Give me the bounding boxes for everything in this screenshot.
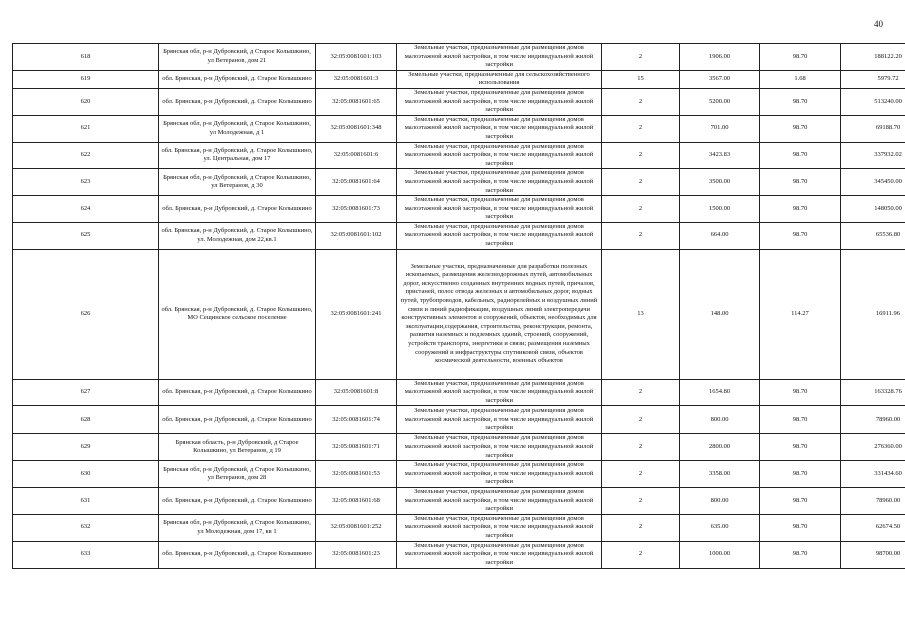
- row-number-cell: 620: [13, 88, 159, 115]
- land-purpose-cell: Земельные участки, предназначенные для размещения домов малоэтажной жилой застройки, в том числе индивидуальной жилой застройки: [397, 461, 602, 488]
- row-number-cell: 631: [13, 488, 159, 515]
- area-cell: 800.00: [680, 488, 760, 515]
- land-purpose-cell: Земельные участки, предназначенные для размещения домов малоэтажной жилой застройки, в том числе индивидуальной жилой застройки: [397, 44, 602, 71]
- category-code-cell: 13: [602, 249, 680, 379]
- land-purpose-cell: Земельные участки, предназначенные для размещения домов малоэтажной жилой застройки, в том числе индивидуальной жилой застройки: [397, 379, 602, 406]
- area-cell: 635.00: [680, 514, 760, 541]
- table-row: [13, 222, 905, 249]
- row-number-cell: 629: [13, 434, 159, 461]
- rate-cell: 98.70: [760, 541, 841, 568]
- row-number-cell: 624: [13, 196, 159, 223]
- address-cell: обл. Брянская, р-н Дубровский, д. Старое Колышкино, МО Сещинское сельское поселение: [159, 249, 316, 379]
- row-number-cell: 626: [13, 249, 159, 379]
- rate-cell: 98.70: [760, 88, 841, 115]
- category-code-cell: 2: [602, 434, 680, 461]
- address-cell: обл. Брянская, р-н Дубровский, д. Старое Колышкино: [159, 406, 316, 434]
- address-cell: обл. Брянская, р-н Дубровский, д. Старое Колышкино: [159, 196, 316, 223]
- row-number-cell: 622: [13, 142, 159, 169]
- table-row: [13, 488, 905, 515]
- cadastral-number-cell: 32:05:0081601:6: [316, 142, 397, 169]
- table-row: [13, 44, 905, 71]
- cadastral-value-cell: 345450.00: [841, 169, 905, 196]
- page-number: 40: [874, 19, 883, 29]
- category-code-cell: 2: [602, 196, 680, 223]
- address-cell: Брянская обл, р-н Дубровский, д Старое Колышкино, ул Молодежная, д 1: [159, 115, 316, 142]
- category-code-cell: 2: [602, 169, 680, 196]
- rate-cell: 98.70: [760, 514, 841, 541]
- area-cell: 3358.00: [680, 461, 760, 488]
- cadastral-number-cell: 32:05:0081601:53: [316, 461, 397, 488]
- area-cell: 3500.00: [680, 169, 760, 196]
- area-cell: 148.00: [680, 249, 760, 379]
- rate-cell: 98.70: [760, 196, 841, 223]
- category-code-cell: 2: [602, 44, 680, 71]
- cadastral-value-cell: 62674.50: [841, 514, 905, 541]
- rate-cell: 98.70: [760, 44, 841, 71]
- category-code-cell: 2: [602, 379, 680, 406]
- area-cell: 1500.00: [680, 196, 760, 223]
- table-row: [13, 70, 905, 88]
- cadastral-number-cell: 32:05:0081601:3: [316, 70, 397, 88]
- category-code-cell: 2: [602, 222, 680, 249]
- category-code-cell: 2: [602, 142, 680, 169]
- cadastral-value-cell: 276360.00: [841, 434, 905, 461]
- cadastral-number-cell: 32:05:0081601:241: [316, 249, 397, 379]
- address-cell: обл. Брянская, р-н Дубровский, д. Старое Колышкино: [159, 488, 316, 515]
- table-row: [13, 514, 905, 541]
- cadastral-number-cell: 32:05:0081601:102: [316, 222, 397, 249]
- rate-cell: 98.70: [760, 434, 841, 461]
- area-cell: 1654.80: [680, 379, 760, 406]
- area-cell: 1000.00: [680, 541, 760, 568]
- rate-cell: 1.68: [760, 70, 841, 88]
- row-number-cell: 627: [13, 379, 159, 406]
- land-purpose-cell: Земельные участки, предназначенные для размещения домов малоэтажной жилой застройки, в том числе индивидуальной жилой застройки: [397, 514, 602, 541]
- cadastral-value-cell: 78960.00: [841, 488, 905, 515]
- area-cell: 664.00: [680, 222, 760, 249]
- cadastral-number-cell: 32:05:0081601:252: [316, 514, 397, 541]
- cadastral-value-cell: 337932.02: [841, 142, 905, 169]
- cadastral-number-cell: 32:05:0081601:103: [316, 44, 397, 71]
- address-cell: Брянская область, р-н Дубровский, д Старое Колышкино, ул Ветеранов, д 19: [159, 434, 316, 461]
- row-number-cell: 625: [13, 222, 159, 249]
- table-row: [13, 434, 905, 461]
- area-cell: 3423.83: [680, 142, 760, 169]
- table-row: [13, 169, 905, 196]
- land-purpose-cell: Земельные участки, предназначенные для размещения домов малоэтажной жилой застройки, в том числе индивидуальной жилой застройки: [397, 406, 602, 434]
- table-row: [13, 406, 905, 434]
- land-purpose-cell: Земельные участки, предназначенные для сельскохозяйственного использования: [397, 70, 602, 88]
- category-code-cell: 2: [602, 115, 680, 142]
- table-row: [13, 142, 905, 169]
- address-cell: Брянская обл, р-н Дубровский, д Старое Колышкино, ул Молодежная, дом 17, кв 1: [159, 514, 316, 541]
- area-cell: 800.00: [680, 406, 760, 434]
- cadastral-value-cell: 78960.00: [841, 406, 905, 434]
- area-cell: 1906.00: [680, 44, 760, 71]
- land-purpose-cell: Земельные участки, предназначенные для размещения домов малоэтажной жилой застройки, в том числе индивидуальной жилой застройки: [397, 434, 602, 461]
- land-purpose-cell: Земельные участки, предназначенные для размещения домов малоэтажной жилой застройки, в том числе индивидуальной жилой застройки: [397, 115, 602, 142]
- category-code-cell: 2: [602, 541, 680, 568]
- address-cell: Брянская обл, р-н Дубровский, д Старое Колышкино, ул Ветеранов, дом 28: [159, 461, 316, 488]
- cadastral-number-cell: 32:05:0081601:71: [316, 434, 397, 461]
- land-purpose-cell: Земельные участки, предназначенные для размещения домов малоэтажной жилой застройки, в том числе индивидуальной жилой застройки: [397, 541, 602, 568]
- table-row: [13, 88, 905, 115]
- category-code-cell: 2: [602, 488, 680, 515]
- rate-cell: 98.70: [760, 222, 841, 249]
- cadastral-number-cell: 32:05:0081601:348: [316, 115, 397, 142]
- table-row: [13, 249, 905, 379]
- category-code-cell: 2: [602, 461, 680, 488]
- rate-cell: 114.27: [760, 249, 841, 379]
- cadastral-value-cell: 69188.70: [841, 115, 905, 142]
- area-cell: 3567.00: [680, 70, 760, 88]
- land-purpose-cell: Земельные участки, предназначенные для размещения домов малоэтажной жилой застройки, в том числе индивидуальной жилой застройки: [397, 169, 602, 196]
- cadastral-value-cell: 163328.76: [841, 379, 905, 406]
- category-code-cell: 2: [602, 514, 680, 541]
- category-code-cell: 15: [602, 70, 680, 88]
- land-purpose-cell: Земельные участки, предназначенные для размещения домов малоэтажной жилой застройки, в том числе индивидуальной жилой застройки: [397, 196, 602, 223]
- cadastral-number-cell: 32:05:0081601:23: [316, 541, 397, 568]
- cadastral-number-cell: 32:05:0081601:73: [316, 196, 397, 223]
- row-number-cell: 623: [13, 169, 159, 196]
- area-cell: 2800.00: [680, 434, 760, 461]
- address-cell: обл. Брянская, р-н Дубровский, д. Старое Колышкино: [159, 88, 316, 115]
- cadastral-number-cell: 32:05:0081601:8: [316, 379, 397, 406]
- table-row: [13, 379, 905, 406]
- cadastral-value-cell: 65536.80: [841, 222, 905, 249]
- address-cell: обл. Брянская, р-н Дубровский, д. Старое Колышкино, ул. Молодежная, дом 22,кв.1: [159, 222, 316, 249]
- cadastral-value-cell: 513240.00: [841, 88, 905, 115]
- rate-cell: 98.70: [760, 379, 841, 406]
- category-code-cell: 2: [602, 88, 680, 115]
- table-row: [13, 196, 905, 223]
- cadastral-value-cell: 188122.20: [841, 44, 905, 71]
- cadastral-value-cell: 5979.72: [841, 70, 905, 88]
- cadastral-number-cell: 32:05:0081601:64: [316, 169, 397, 196]
- address-cell: Брянская обл, р-н Дубровский, д Старое Колышкино, ул Ветеранов, дом 21: [159, 44, 316, 71]
- row-number-cell: 633: [13, 541, 159, 568]
- cadastral-value-cell: 98700.00: [841, 541, 905, 568]
- area-cell: 701.00: [680, 115, 760, 142]
- table-row: [13, 541, 905, 568]
- cadastral-number-cell: 32:05:0081601:65: [316, 88, 397, 115]
- row-number-cell: 632: [13, 514, 159, 541]
- row-number-cell: 628: [13, 406, 159, 434]
- rate-cell: 98.70: [760, 488, 841, 515]
- address-cell: обл. Брянская, р-н Дубровский, д. Старое Колышкино: [159, 379, 316, 406]
- land-purpose-cell: Земельные участки, предназначенные для разработки полезных ископаемых, размещения железнодорожных путей, автомобильных дорог, искусственно созданных внутренних водных путей, причалов, пристаней, полос отвода железных и автомобильных дорог, водных путей, трубопроводов, кабельных, радиорелейных и воздушных линий связи и линий радиофикации, воздушных линий электропередачи конструктивных элементов и сооружений, объектов, необходимых для эксплуатации,содержания, строительства, реконструкции, ремонта, развития наземных и подземных зданий, строений, сооружений, устройств транспорта, энергетики и связи; размещения наземных сооружений и инфраструктуры спутниковой связи, объектов космической деятельности, военных объектов: [397, 249, 602, 379]
- cadastral-value-cell: 331434.60: [841, 461, 905, 488]
- cadastral-value-cell: 16911.96: [841, 249, 905, 379]
- row-number-cell: 630: [13, 461, 159, 488]
- table-body: [13, 44, 905, 569]
- rate-cell: 98.70: [760, 461, 841, 488]
- rate-cell: 98.70: [760, 169, 841, 196]
- row-number-cell: 619: [13, 70, 159, 88]
- address-cell: обл. Брянская, р-н Дубровский, д. Старое Колышкино, ул. Центральная, дом 17: [159, 142, 316, 169]
- area-cell: 5200.00: [680, 88, 760, 115]
- rate-cell: 98.70: [760, 142, 841, 169]
- rate-cell: 98.70: [760, 115, 841, 142]
- cadastral-value-cell: 148050.00: [841, 196, 905, 223]
- category-code-cell: 2: [602, 406, 680, 434]
- address-cell: обл. Брянская, р-н Дубровский, д. Старое Колышкино: [159, 70, 316, 88]
- row-number-cell: 618: [13, 44, 159, 71]
- land-purpose-cell: Земельные участки, предназначенные для размещения домов малоэтажной жилой застройки, в том числе индивидуальной жилой застройки: [397, 222, 602, 249]
- table-row: [13, 115, 905, 142]
- address-cell: обл. Брянская, р-н Дубровский, д. Старое Колышкино: [159, 541, 316, 568]
- cadastral-number-cell: 32:05:0081601:68: [316, 488, 397, 515]
- rate-cell: 98.70: [760, 406, 841, 434]
- table-row: [13, 461, 905, 488]
- row-number-cell: 621: [13, 115, 159, 142]
- land-purpose-cell: Земельные участки, предназначенные для размещения домов малоэтажной жилой застройки, в том числе индивидуальной жилой застройки: [397, 142, 602, 169]
- land-purpose-cell: Земельные участки, предназначенные для размещения домов малоэтажной жилой застройки, в том числе индивидуальной жилой застройки: [397, 488, 602, 515]
- land-purpose-cell: Земельные участки, предназначенные для размещения домов малоэтажной жилой застройки, в том числе индивидуальной жилой застройки: [397, 88, 602, 115]
- land-registry-table: [12, 43, 905, 569]
- address-cell: Брянская обл, р-н Дубровский, д Старое Колышкино, ул Ветеранов, д 30: [159, 169, 316, 196]
- cadastral-number-cell: 32:05:0081601:74: [316, 406, 397, 434]
